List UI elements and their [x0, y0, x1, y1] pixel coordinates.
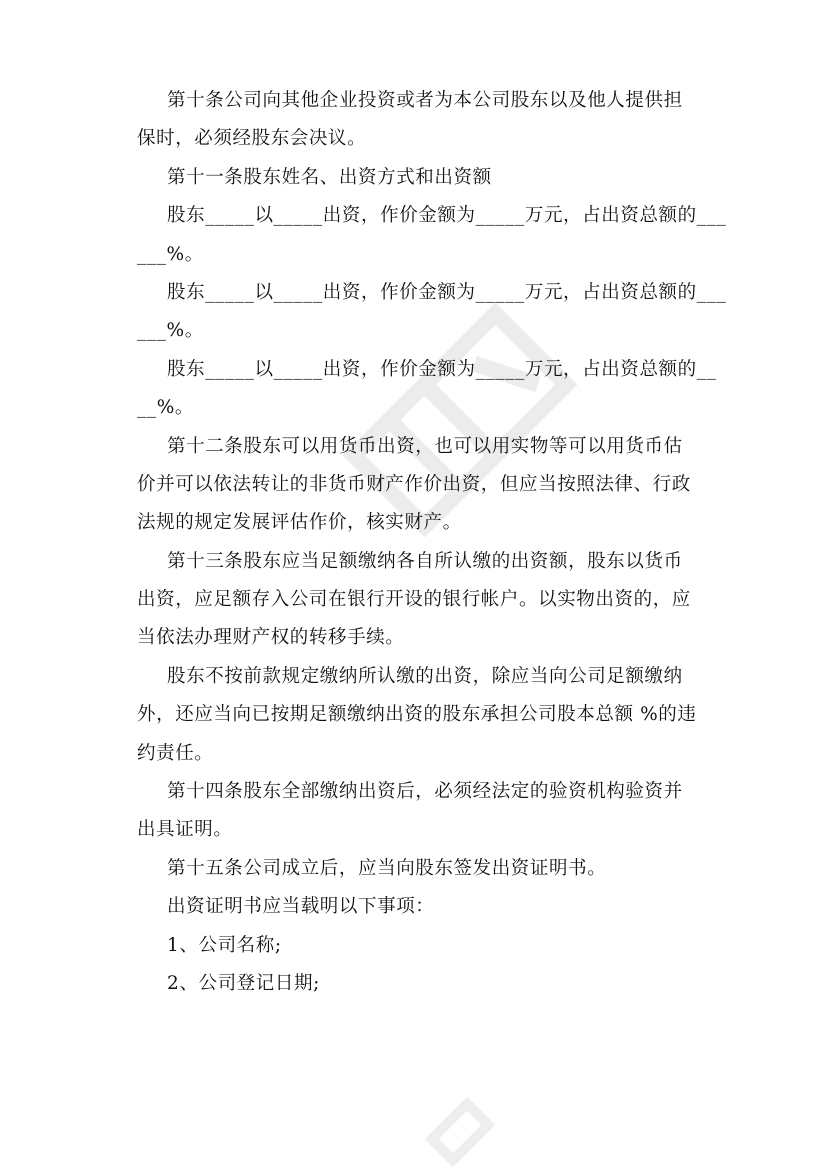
text-line: 出资，应足额存入公司在银行开设的银行帐户。以实物出资的，应 — [137, 589, 691, 611]
text-line: 价并可以依法转让的非货币财产作价出资，但应当按照法律、行政 — [137, 473, 691, 495]
text-line: 第十三条股东应当足额缴纳各自所认缴的出资额，股东以货币 — [167, 550, 683, 572]
text-line: 第十条公司向其他企业投资或者为本公司股东以及他人提供担 — [167, 90, 683, 111]
text-line: 当依法办理财产权的转移手续。 — [137, 627, 405, 649]
text-line: 第十二条股东可以用货币出资，也可以用实物等可以用货币估 — [167, 435, 683, 457]
text-line: 保时，必须经股东会决议。 — [137, 128, 367, 150]
watermark-logo-icon — [420, 1092, 500, 1172]
text-line: 股东不按前款规定缴纳所认缴的出资，除应当向公司足额缴纳 — [167, 665, 683, 687]
text-line: 第十一条股东姓名、出资方式和出资额 — [167, 166, 492, 188]
text-line: 第十五条公司成立后，应当向股东签发出资证明书。 — [167, 857, 607, 879]
text-line: __%。 — [137, 397, 194, 419]
text-line: 股东_____以_____出资，作价金额为_____万元，占出资总额的___ — [167, 281, 727, 303]
text-line: ___%。 — [137, 243, 204, 265]
text-line: 约责任。 — [137, 742, 214, 764]
text-line: 股东_____以_____出资，作价金额为_____万元，占出资总额的___ — [167, 205, 727, 227]
text-line: 外，还应当向已按期足额缴纳出资的股东承担公司股本总额 %的违 — [137, 704, 697, 726]
document-body — [137, 82, 727, 1003]
text-line: 股东_____以_____出资，作价金额为_____万元，占出资总额的__ — [167, 358, 717, 380]
text-line: 出具证明。 — [137, 819, 233, 841]
text-line: 出资证明书应当载明以下事项： — [167, 896, 435, 918]
text-line: 第十四条股东全部缴纳出资后，必须经法定的验资机构验资并 — [167, 781, 683, 803]
text-line: 法规的规定发展评估作价，核实财产。 — [137, 512, 462, 534]
text-line: 2、公司登记日期; — [167, 972, 320, 994]
text-line: ___%。 — [137, 320, 204, 342]
text-line: 1、公司名称; — [167, 934, 282, 956]
